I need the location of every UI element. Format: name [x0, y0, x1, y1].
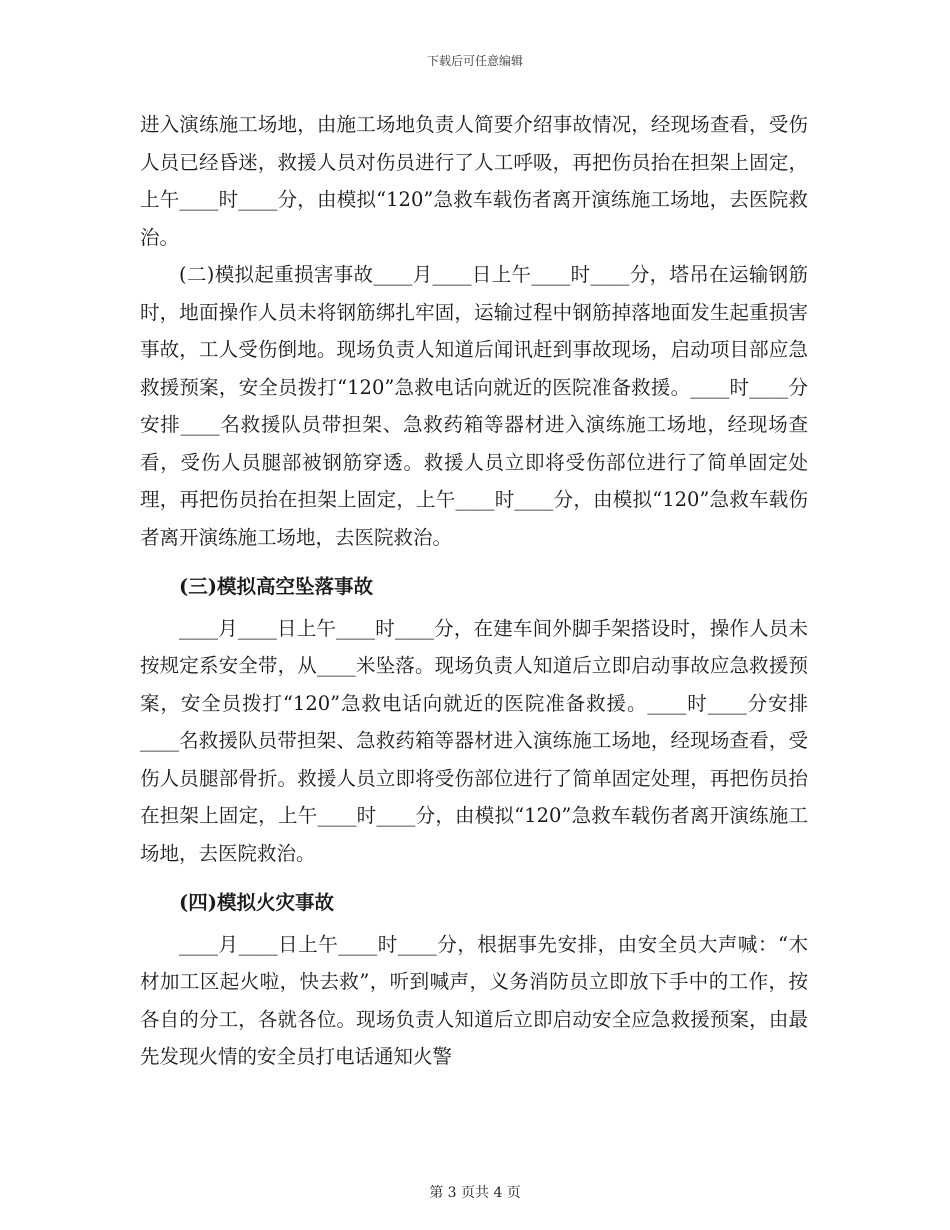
section-heading-3: (三)模拟高空坠落事故 [179, 575, 373, 598]
page-footer: 第 3 页共 4 页 [429, 1185, 521, 1201]
paragraph-1: 进入演练施工场地，由施工场地负责人简要介绍事故情况，经现场查看，受伤人员已经昏迷，救援人员对伤员进行了人工呼吸，再把伤员抬在担架上固定，上午____时____分，由模拟“120”急救车载伤者离开演练施工场地，去医院救治。 [140, 113, 808, 249]
paragraph-3: ____月____日上午____时____分，在建车间外脚手架搭设时，操作人员未按规定系安全带，从____米坠落。现场负责人知道后立即启动事故应急救援预案，安全员拨打“120”急救电话向就近的医院准备救援。____时____分安排____名救援队员带担架、急救药箱等器材进入演练施工场地，经现场查看，受伤人员腿部骨折。救援人员立即将受伤部位进行了简单固定处理，再把伤员抬在担架上固定，上午____时____分，由模拟“120”急救车载伤者离开演练施工场地，去医院救治。 [140, 616, 808, 865]
page-header: 下载后可任意编辑 [426, 54, 523, 68]
paragraph-4: ____月____日上午____时____分，根据事先安排，由安全员大声喊：“木材加工区起火啦，快去救”，听到喊声，义务消防员立即放下手中的工作，按各自的分工，各就各位。现场负责人知道后立即启动安全应急救援预案，由最先发现火情的安全员打电话通知火警 [140, 932, 808, 1068]
section-heading-4: (四)模拟火灾事故 [179, 891, 334, 914]
paragraph-2: (二)模拟起重损害事故____月____日上午____时____分，塔吊在运输钢筋时，地面操作人员未将钢筋绑扎牢固，运输过程中钢筋掉落地面发生起重损害事故，工人受伤倒地。现场负责人知道后闻讯赶到事故现场，启动项目部应急救援预案，安全员拨打“120”急救电话向就近的医院准备救援。____时____分安排____名救援队员带担架、急救药箱等器材进入演练施工场地，经现场查看，受伤人员腿部被钢筋穿透。救援人员立即将受伤部位进行了简单固定处理，再把伤员抬在担架上固定，上午____时____分，由模拟“120”急救车载伤者离开演练施工场地，去医院救治。 [140, 263, 808, 549]
document-body [140, 106, 808, 1076]
